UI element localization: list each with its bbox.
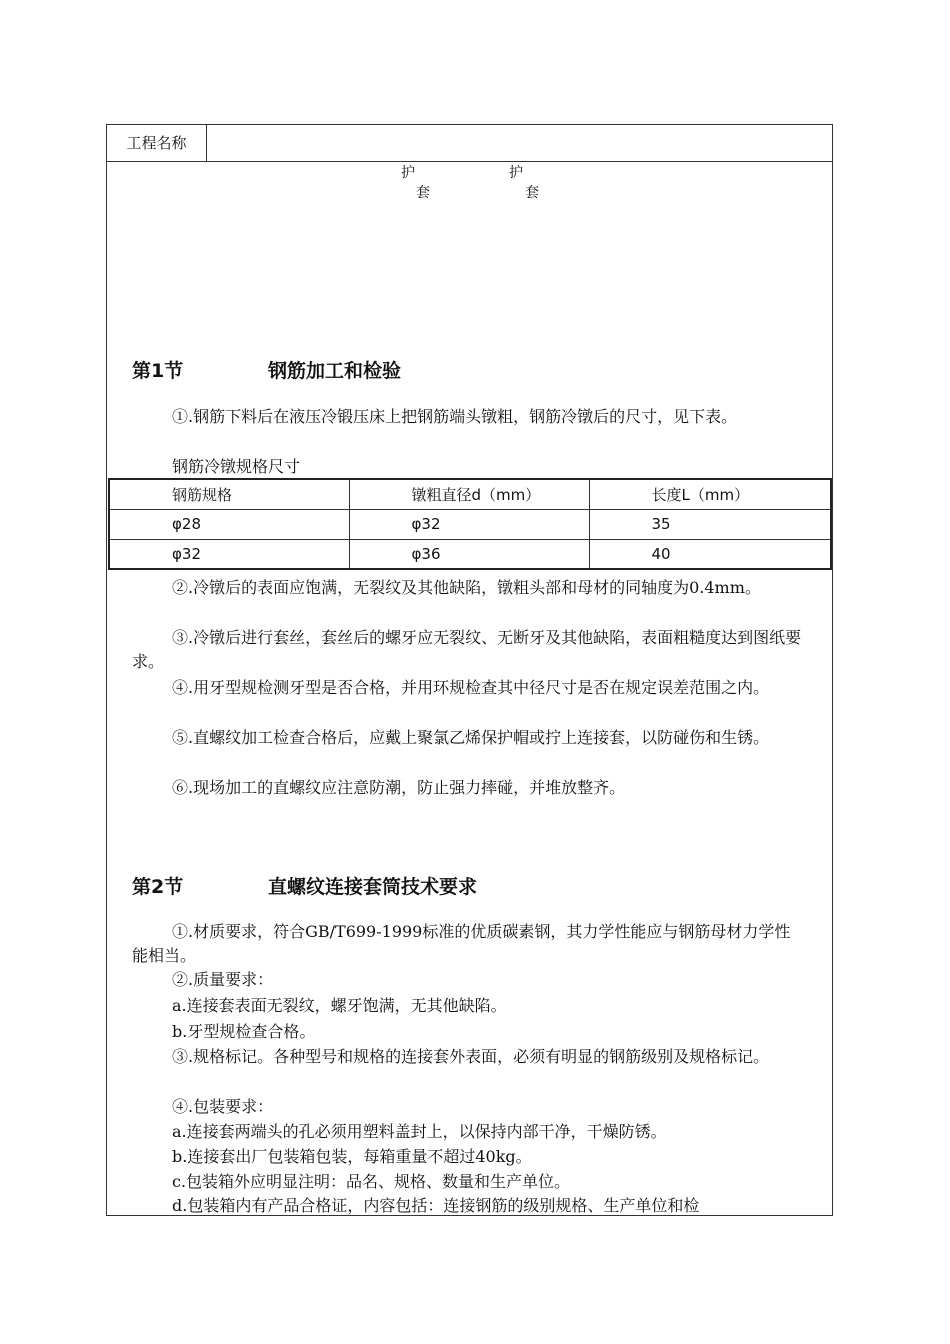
section1-paragraph-2: ②.冷镦后的表面应饱满，无裂纹及其他缺陷，镦粗头部和母材的同轴度为0.4mm。 xyxy=(172,578,761,597)
section2-item-4d: d.包装箱内有产品合格证，内容包括：连接钢筋的级别规格、生产单位和检 xyxy=(172,1196,700,1215)
section1-number: 第1节 xyxy=(132,360,184,382)
section2-item-2b: b.牙型规检查合格。 xyxy=(172,1022,316,1041)
section1-paragraph-3: ③.冷镦后进行套丝，套丝后的螺牙应无裂纹、无断牙及其他缺陷，表面粗糙度达到图纸要求。 xyxy=(132,628,802,671)
section2-number: 第2节 xyxy=(132,876,184,898)
section2-item-4c: c.包装箱外应明显注明：品名、规格、数量和生产单位。 xyxy=(172,1172,571,1191)
table-cell: φ28 xyxy=(109,509,349,539)
section2-title: 直螺纹连接套筒技术要求 xyxy=(268,876,478,898)
cold-heading-spec-table xyxy=(108,478,832,570)
table-cell: 40 xyxy=(589,539,831,569)
table-cell: φ36 xyxy=(349,539,589,569)
table-header-cell: 镦粗直径d（mm） xyxy=(349,479,589,509)
section1-paragraph-5: ⑤.直螺纹加工检查合格后，应戴上聚氯乙烯保护帽或拧上连接套，以防碰伤和生锈。 xyxy=(172,728,770,747)
table-cell: 35 xyxy=(589,509,831,539)
figure-label-right-bottom: 套 xyxy=(525,185,539,201)
section2-paragraph-2: ②.质量要求： xyxy=(172,970,274,989)
section2-item-4b: b.连接套出厂包装箱包装，每箱重量不超过40kg。 xyxy=(172,1147,532,1166)
section1-paragraph-4: ④.用牙型规检测牙型是否合格，并用环规检查其中径尺寸是否在规定误差范围之内。 xyxy=(172,678,770,697)
project-name-value xyxy=(208,125,832,161)
section1-title: 钢筋加工和检验 xyxy=(268,360,402,382)
table-cell: φ32 xyxy=(109,539,349,569)
table-row xyxy=(109,509,831,539)
section2-paragraph-4: ④.包装要求： xyxy=(172,1097,274,1116)
section2-paragraph-3: ③.规格标记。各种型号和规格的连接套外表面，必须有明显的钢筋级别及规格标记。 xyxy=(172,1047,770,1066)
table-caption: 钢筋冷镦规格尺寸 xyxy=(172,457,301,476)
figure-label-left-bottom: 套 xyxy=(416,185,430,201)
figure-label-left-top: 护 xyxy=(401,165,415,181)
table-header-cell: 钢筋规格 xyxy=(109,479,349,509)
section1-paragraph-6: ⑥.现场加工的直螺纹应注意防潮，防止强力摔碰，并堆放整齐。 xyxy=(172,778,626,797)
project-name-label: 工程名称 xyxy=(107,125,207,161)
table-header-cell: 长度L（mm） xyxy=(589,479,831,509)
table-cell: φ32 xyxy=(349,509,589,539)
table-header-row xyxy=(109,479,831,509)
section2-item-4a: a.连接套两端头的孔必须用塑料盖封上，以保持内部干净，干燥防锈。 xyxy=(172,1122,667,1141)
section2-item-2a: a.连接套表面无裂纹，螺牙饱满，无其他缺陷。 xyxy=(172,996,507,1015)
table-row xyxy=(109,539,831,569)
project-name-row xyxy=(106,124,833,162)
section2-paragraph-1: ①.材质要求，符合GB/T699-1999标准的优质碳素钢，其力学性能应与钢筋母材力学性能相当。 xyxy=(132,922,791,965)
section1-paragraph-1: ①.钢筋下料后在液压冷锻压床上把钢筋端头镦粗，钢筋冷镦后的尺寸，见下表。 xyxy=(172,407,738,426)
figure-label-right-top: 护 xyxy=(509,165,523,181)
